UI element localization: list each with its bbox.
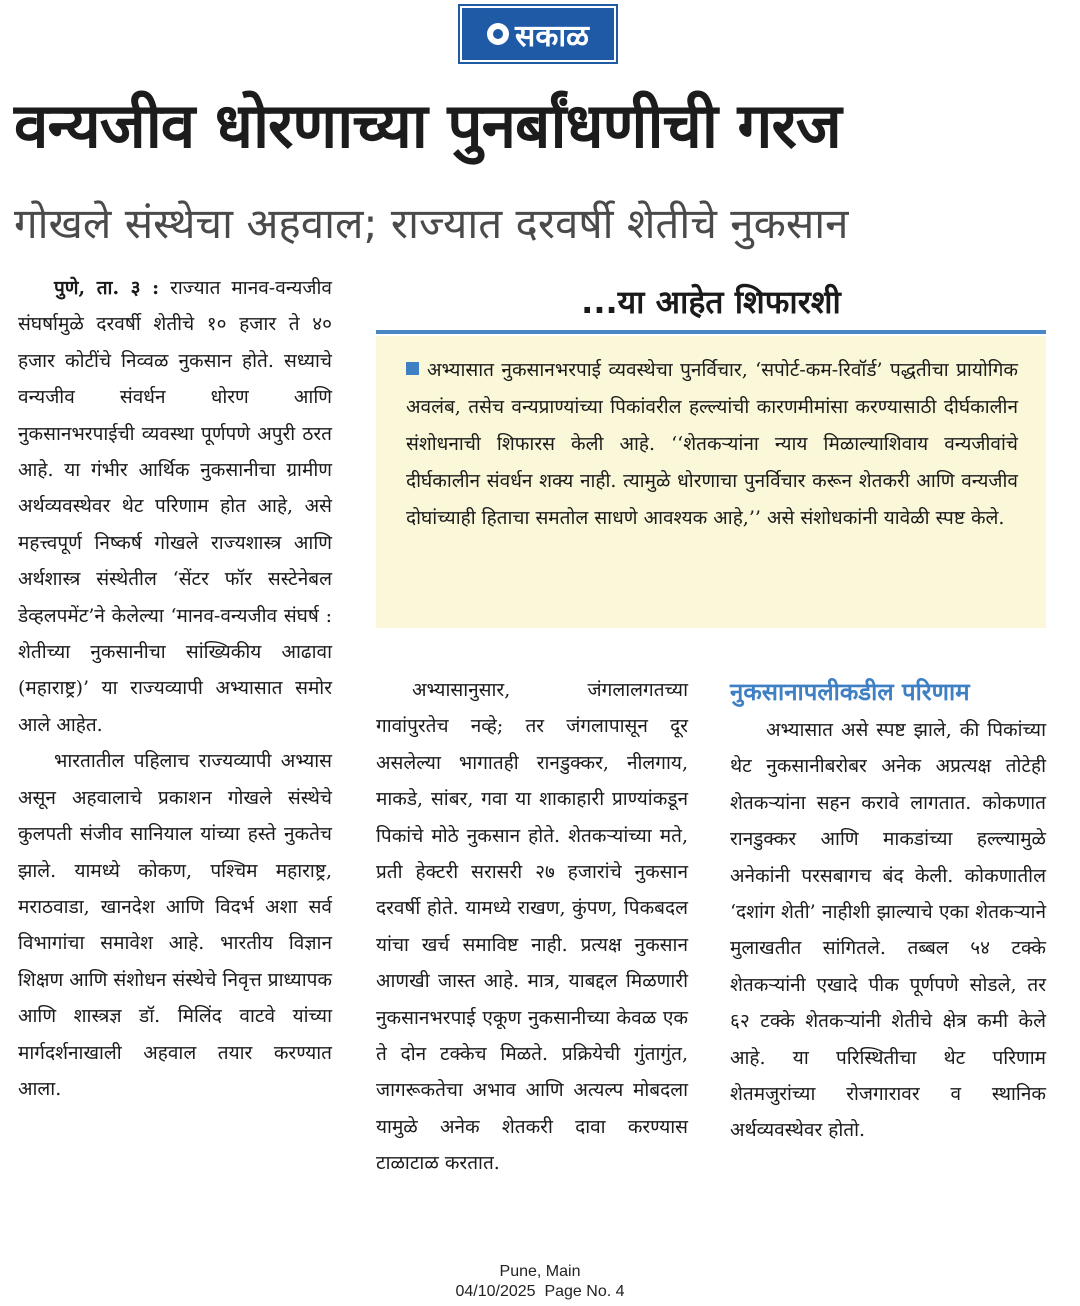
article-paragraph: भारतातील पहिलाच राज्यव्यापी अभ्यास असून अहवालाचे प्रकाशन गोखले संस्थेचे कुलपती संजीव सानियाल यांच्या हस्ते नुकतेच झाले. यामध्ये कोकण, पश्चिम महाराष्ट्र, मराठवाडा, खानदेश आणि विदर्भ अशा सर्व विभागांचा समावेश आहे. भारतीय विज्ञान शिक्षण आणि संशोधन संस्थेचे निवृत्त प्राध्यापक आणि शास्त्रज्ञ डॉ. मिलिंद वाटवे यांच्या मार्गदर्शनाखाली अहवाल तयार करण्यात आला. [18,750,332,1100]
edition-label: Pune, Main [499,1263,581,1280]
sakal-emblem-icon [487,23,509,45]
square-bullet-icon [406,362,419,375]
article-paragraph [18,270,332,743]
section-heading: नुकसानापलीकडील परिणाम [730,678,970,706]
masthead-logo [460,6,616,62]
recommendations-title: ...या आहेत शिफारशी [581,283,841,321]
date-page-label: 04/10/2025 Page No. 4 [455,1283,625,1300]
article-column-1 [18,270,332,1107]
article-paragraph: अभ्यासानुसार, जंगलालगतच्या गावांपुरतेच नव्हे; तर जंगलापासून दूर असलेल्या भागातही रानडुक्कर, नीलगाय, माकडे, सांबर, गवा या शाकाहारी प्राण्यांकडून पिकांचे मोठे नुकसान होते. शेतकऱ्यांच्या मते, प्रती हेक्टरी सरासरी २७ हजारांचे नुकसान दरवर्षी होते. यामध्ये राखण, कुंपण, पिकबदल यांचा खर्च समाविष्ट नाही. प्रत्यक्ष नुकसान आणखी जास्त आहे. मात्र, याबद्दल मिळणारी नुकसानभरपाई एकूण नुकसानीच्या केवळ एक ते दोन टक्केच मिळते. प्रक्रियेची गुंतागुंत, जागरूकतेचा अभाव आणि अत्यल्प मोबदला यामुळे अनेक शेतकरी दावा करण्यास टाळाटाळ करतात. [376,679,688,1175]
masthead-name: सकाळ [515,18,589,54]
paragraph-text: राज्यात मानव-वन्यजीव संघर्षामुळे दरवर्षी शेतीचे १० हजार ते ४० हजार कोटींचे निव्वळ नुकसान होते. सध्याचे वन्यजीव संवर्धन धोरण आणि नुकसानभरपाईची व्यवस्था पूर्णपणे अपुरी ठरत आहे. या गंभीर आर्थिक नुकसानीचा ग्रामीण अर्थव्यवस्थेवर थेट परिणाम होत आहे, असे महत्त्वपूर्ण निष्कर्ष गोखले राज्यशास्त्र आणि अर्थशास्त्र संस्थेतील ‘सेंटर फॉर सस्टेनेबल डेव्हलपमेंट’ने केलेल्या ‘मानव-वन्यजीव संघर्ष : शेतीच्या नुकसानीचा सांख्यिकीय आढावा (महाराष्ट्र)’ या राज्यव्यापी अभ्यासात समोर आले आहेत. [18,277,332,736]
dateline: पुणे, ता. ३ : [54,277,160,299]
article-column-2 [376,672,688,1182]
recommendations-text: अभ्यासात नुकसानभरपाई व्यवस्थेचा पुनर्विचार, ‘सपोर्ट-कम-रिवॉर्ड’ पद्धतीचा प्रायोगिक अवलंब, तसेच वन्यप्राण्यांच्या पिकांवरील हल्ल्यांची कारणमीमांसा करण्यासाठी दीर्घकालीन संशोधनाची शिफारस केली आहे. ‘‘शेतकऱ्यांना न्याय मिळाल्याशिवाय वन्यजीवांचे दीर्घकालीन संवर्धन शक्य नाही. त्यामुळे धोरणाचा पुनर्विचार करून शेतकरी आणि वन्यजीव दोघांच्याही हिताचा समतोल साधणे आवश्यक आहे,’’ असे संशोधकांनी यावेळी स्पष्ट केले. [406,359,1018,529]
page-footer [0,1262,1080,1302]
recommendations-box [376,336,1046,628]
subheadline: गोखले संस्थेचा अहवाल; राज्यात दरवर्षी शेतीचे नुकसान [14,199,849,248]
article-column-3 [730,712,1046,1149]
article-paragraph: अभ्यासात असे स्पष्ट झाले, की पिकांच्या थेट नुकसानीबरोबर अनेक अप्रत्यक्ष तोटेही शेतकऱ्यांना सहन करावे लागतात. कोकणात रानडुक्कर आणि माकडांच्या हल्ल्यामुळे अनेकांनी परसबागच बंद केली. कोकणातील ‘दशांग शेती’ नाहीशी झाल्याचे एका शेतकऱ्याने मुलाखतीत सांगितले. तब्बल ५४ टक्के शेतकऱ्यांनी एखादे पीक पूर्णपणे सोडले, तर ६२ टक्के शेतकऱ्यांनी शेतीचे क्षेत्र कमी केले आहे. या परिस्थितीचा थेट परिणाम शेतमजुरांच्या रोजगारावर व स्थानिक अर्थव्यवस्थेवर होतो. [730,719,1046,1142]
recommendations-divider [376,330,1046,334]
headline: वन्यजीव धोरणाच्या पुनर्बांधणीची गरज [14,89,841,162]
